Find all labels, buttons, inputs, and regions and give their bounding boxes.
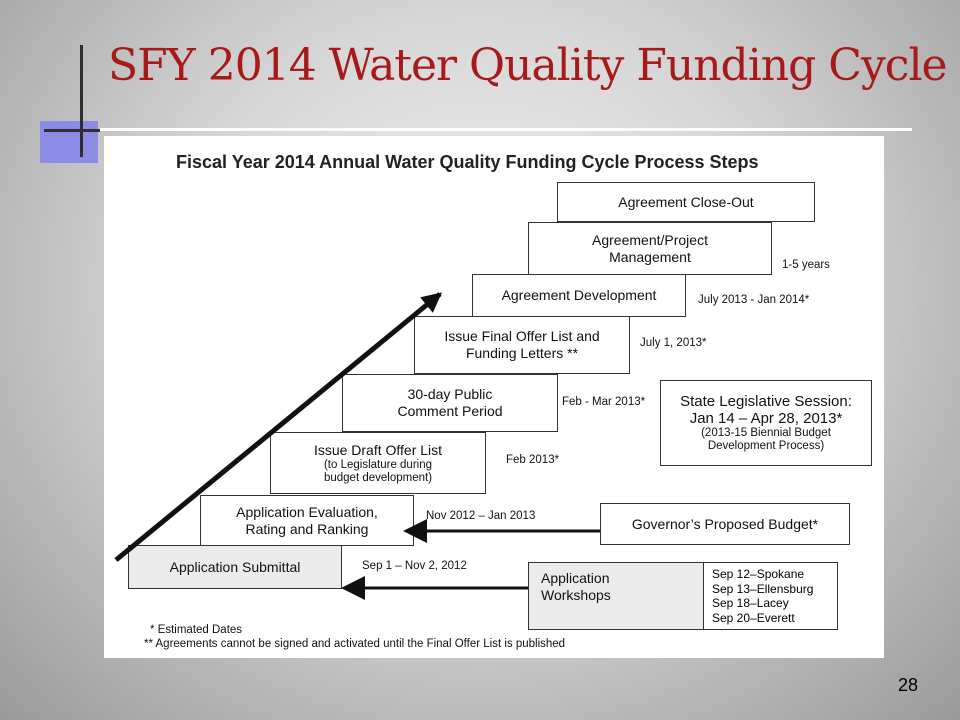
legislative-sublabel-line1: (2013-15 Biennial Budget [701, 427, 831, 439]
step-label-line2: Rating and Ranking [245, 520, 369, 537]
step-label: Application Submittal [169, 558, 301, 575]
step-label-line1: Issue Final Offer List and [444, 328, 600, 344]
date-application-evaluation: Nov 2012 – Jan 2013 [426, 510, 536, 522]
diagram-title: Fiscal Year 2014 Annual Water Quality Funding Cycle Process Steps [176, 152, 759, 172]
governor-budget-label: Governor’s Proposed Budget* [631, 515, 819, 532]
legislative-label-line2: Jan 14 – Apr 28, 2013* [689, 410, 843, 427]
slide-title: SFY 2014 Water Quality Funding Cycle [108, 40, 947, 91]
diagram-arrows [104, 136, 884, 658]
progress-arrow [116, 294, 443, 560]
legislative-sublabel-line2: Development Process) [707, 440, 825, 452]
step-label-line1: Issue Draft Offer List [313, 441, 443, 458]
legislative-label-line1: State Legislative Session: [680, 393, 852, 410]
accent-square [40, 121, 98, 163]
step-label-line2: Comment Period [397, 403, 503, 419]
step-sublabel-line1: (to Legislature during [323, 458, 433, 471]
step-label: Agreement Development [501, 287, 657, 303]
footnote-estimated: * Estimated Dates [150, 624, 243, 636]
date-agreement-development: July 2013 - Jan 2014* [698, 294, 810, 306]
date-project-management: 1-5 years [782, 259, 830, 271]
accent-vertical-line [80, 45, 83, 157]
step-label-line1: Agreement/Project [592, 231, 708, 248]
process-diagram [104, 136, 884, 658]
workshop-session: Sep 20–Everett [712, 610, 795, 625]
workshop-session: Sep 13–Ellensburg [712, 581, 814, 596]
step-label-line2: Funding Letters ** [465, 345, 579, 361]
step-label-line1: Application Evaluation, [236, 503, 378, 520]
workshops-label-line2: Workshops [541, 587, 611, 603]
date-application-submittal: Sep 1 – Nov 2, 2012 [362, 560, 467, 572]
title-underline [100, 128, 912, 131]
date-public-comment: Feb - Mar 2013* [562, 396, 646, 408]
footnote-agreements: ** Agreements cannot be signed and activated until the Final Offer List is published [144, 638, 566, 650]
step-label-line2: Management [609, 248, 691, 265]
step-label-line1: 30-day Public [407, 386, 493, 402]
workshop-session: Sep 18–Lacey [712, 596, 789, 610]
date-draft-offer-list: Feb 2013* [506, 454, 560, 466]
step-label: Agreement Close-Out [618, 193, 754, 210]
step-sublabel-line2: budget development) [323, 471, 433, 484]
workshop-session: Sep 12–Spokane [712, 567, 805, 581]
date-final-offer-list: July 1, 2013* [640, 337, 707, 349]
workshops-label-line1: Application [541, 570, 610, 586]
accent-horizontal-line [44, 129, 100, 132]
page-number: 28 [898, 675, 919, 695]
